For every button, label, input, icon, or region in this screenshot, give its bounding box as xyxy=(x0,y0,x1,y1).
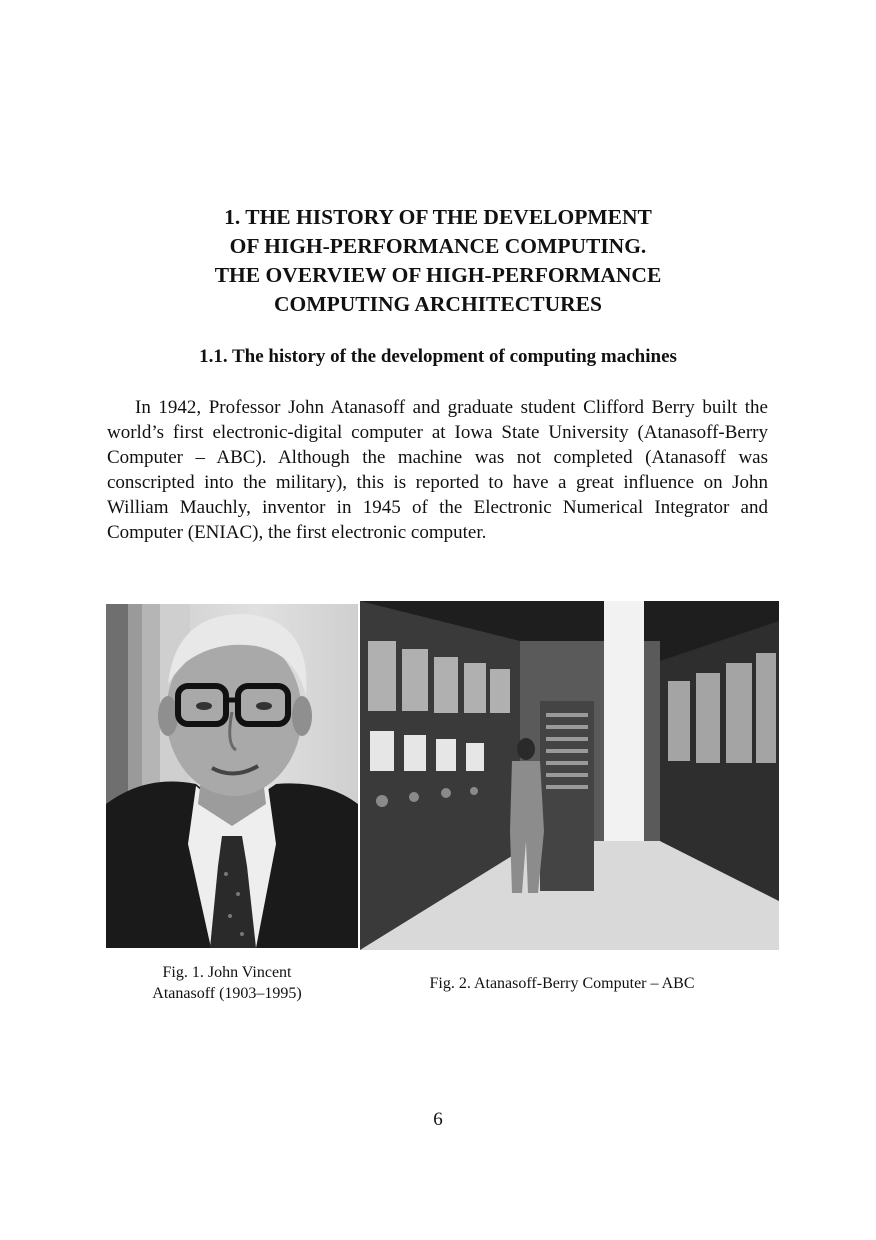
chapter-heading-line-2: OF HIGH-PERFORMANCE COMPUTING. xyxy=(229,234,647,258)
portrait-illustration xyxy=(106,604,358,948)
figure-1-caption-line-2: Atanasoff (1903–1995) xyxy=(152,985,302,1002)
computer-room-illustration xyxy=(360,601,779,950)
chapter-heading xyxy=(108,203,768,319)
section-heading: 1.1. The history of the development of computing machines xyxy=(199,346,677,367)
body-paragraph: In 1942, Professor John Atanasoff and graduate student Clifford Berry built the world’s first electronic-digital computer at Iowa State University (Atanasoff-Berry Computer – ABC). Although the machine was not completed (Atanasoff was conscripted into the military), this is reported to have a great influence on John William Mauchly, inventor in 1945 of the Electronic Numerical Integrator and Computer (ENIAC), the first electronic computer. xyxy=(107,397,768,543)
figure-2-caption: Fig. 2. Atanasoff-Berry Computer – ABC xyxy=(429,975,695,992)
chapter-heading-line-3: THE OVERVIEW OF HIGH-PERFORMANCE xyxy=(214,263,662,287)
figure-1-caption xyxy=(106,962,348,1004)
figure-1-caption-line-1: Fig. 1. John Vincent xyxy=(162,964,292,981)
abc-computer-photo xyxy=(360,601,779,950)
page-number: 6 xyxy=(433,1109,443,1130)
chapter-heading-line-4: COMPUTING ARCHITECTURES xyxy=(274,292,602,316)
portrait-photo xyxy=(106,604,358,948)
chapter-heading-line-1: 1. THE HISTORY OF THE DEVELOPMENT xyxy=(224,205,652,229)
